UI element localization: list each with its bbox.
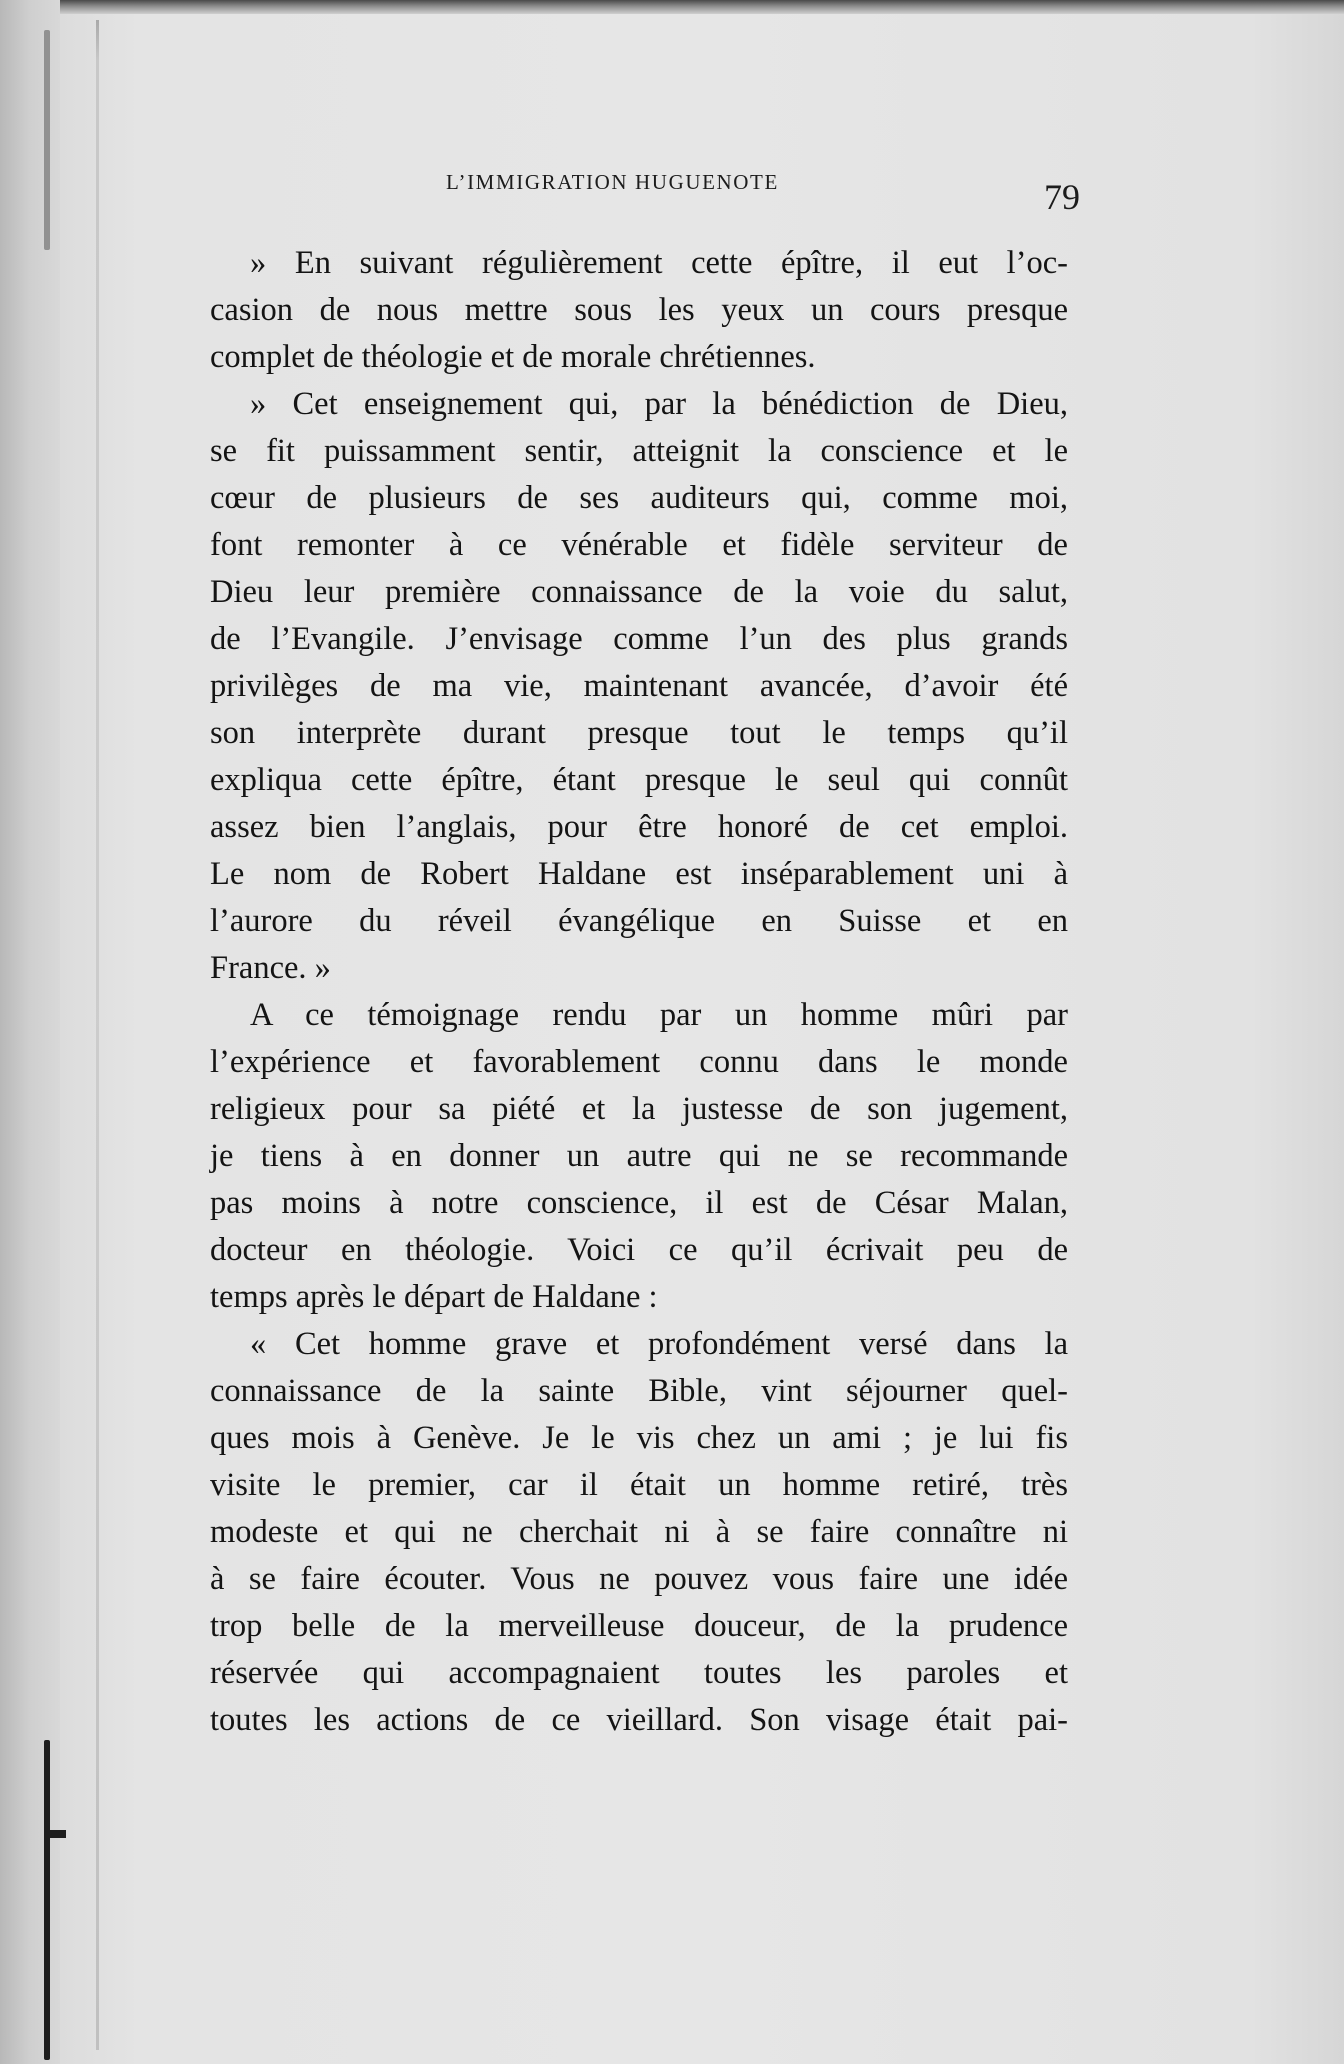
text-line: privilèges de ma vie, maintenant avancée, d’avoir été: [210, 668, 1068, 704]
text-line: » En suivant régulièrement cette épître, il eut l’oc-: [250, 245, 1068, 281]
text-line: à se faire écouter. Vous ne pouvez vous faire une idée: [210, 1561, 1068, 1597]
text-line: pas moins à notre conscience, il est de César Malan,: [210, 1185, 1068, 1221]
page-top-edge: [0, 0, 1344, 14]
text-line: se fit puissamment sentir, atteignit la conscience et le: [210, 433, 1068, 469]
text-line: l’aurore du réveil évangélique en Suisse et en: [210, 903, 1068, 939]
text-line: religieux pour sa piété et la justesse de son jugement,: [210, 1091, 1068, 1127]
text-line: Dieu leur première connaissance de la voie du salut,: [210, 574, 1068, 610]
text-line: ques mois à Genève. Je le vis chez un ami ; je lui fis: [210, 1420, 1068, 1456]
text-line: trop belle de la merveilleuse douceur, de la prudence: [210, 1608, 1068, 1644]
text-line: réservée qui accompagnaient toutes les paroles et: [210, 1655, 1068, 1691]
spine-mark-bottom: [44, 1740, 50, 2060]
text-line: docteur en théologie. Voici ce qu’il écrivait peu de: [210, 1232, 1068, 1268]
text-line: assez bien l’anglais, pour être honoré de cet emploi.: [210, 809, 1068, 845]
spine-mark-top: [44, 30, 50, 250]
text-line: complet de théologie et de morale chrétiennes.: [210, 339, 816, 375]
book-gutter: [0, 0, 60, 2064]
text-line: casion de nous mettre sous les yeux un cours presque: [210, 292, 1068, 328]
text-line: Le nom de Robert Haldane est inséparablement uni à: [210, 856, 1068, 892]
text-line: font remonter à ce vénérable et fidèle serviteur de: [210, 527, 1068, 563]
body-text: [210, 240, 1068, 1744]
text-line: connaissance de la sainte Bible, vint séjourner quel-: [210, 1373, 1068, 1409]
text-line: « Cet homme grave et profondément versé dans la: [250, 1326, 1068, 1362]
text-line: modeste et qui ne cherchait ni à se faire connaître ni: [210, 1514, 1068, 1550]
text-line: cœur de plusieurs de ses auditeurs qui, comme moi,: [210, 480, 1068, 516]
gutter-shadow: [96, 20, 99, 2050]
text-line: son interprète durant presque tout le temps qu’il: [210, 715, 1068, 751]
text-line: temps après le départ de Haldane :: [210, 1279, 658, 1315]
text-line: France. »: [210, 950, 331, 986]
spine-notch: [44, 1830, 66, 1838]
text-line: A ce témoignage rendu par un homme mûri par: [250, 997, 1068, 1033]
text-line: toutes les actions de ce vieillard. Son visage était pai-: [210, 1702, 1068, 1738]
page-number: 79: [1044, 177, 1080, 217]
text-line: » Cet enseignement qui, par la bénédiction de Dieu,: [250, 386, 1068, 422]
text-line: l’expérience et favorablement connu dans le monde: [210, 1044, 1068, 1080]
text-line: je tiens à en donner un autre qui ne se recommande: [210, 1138, 1068, 1174]
text-line: visite le premier, car il était un homme retiré, très: [210, 1467, 1068, 1503]
running-title: L’IMMIGRATION HUGUENOTE: [446, 170, 779, 194]
text-line: expliqua cette épître, étant presque le seul qui connût: [210, 762, 1068, 798]
text-line: de l’Evangile. J’envisage comme l’un des plus grands: [210, 621, 1068, 657]
